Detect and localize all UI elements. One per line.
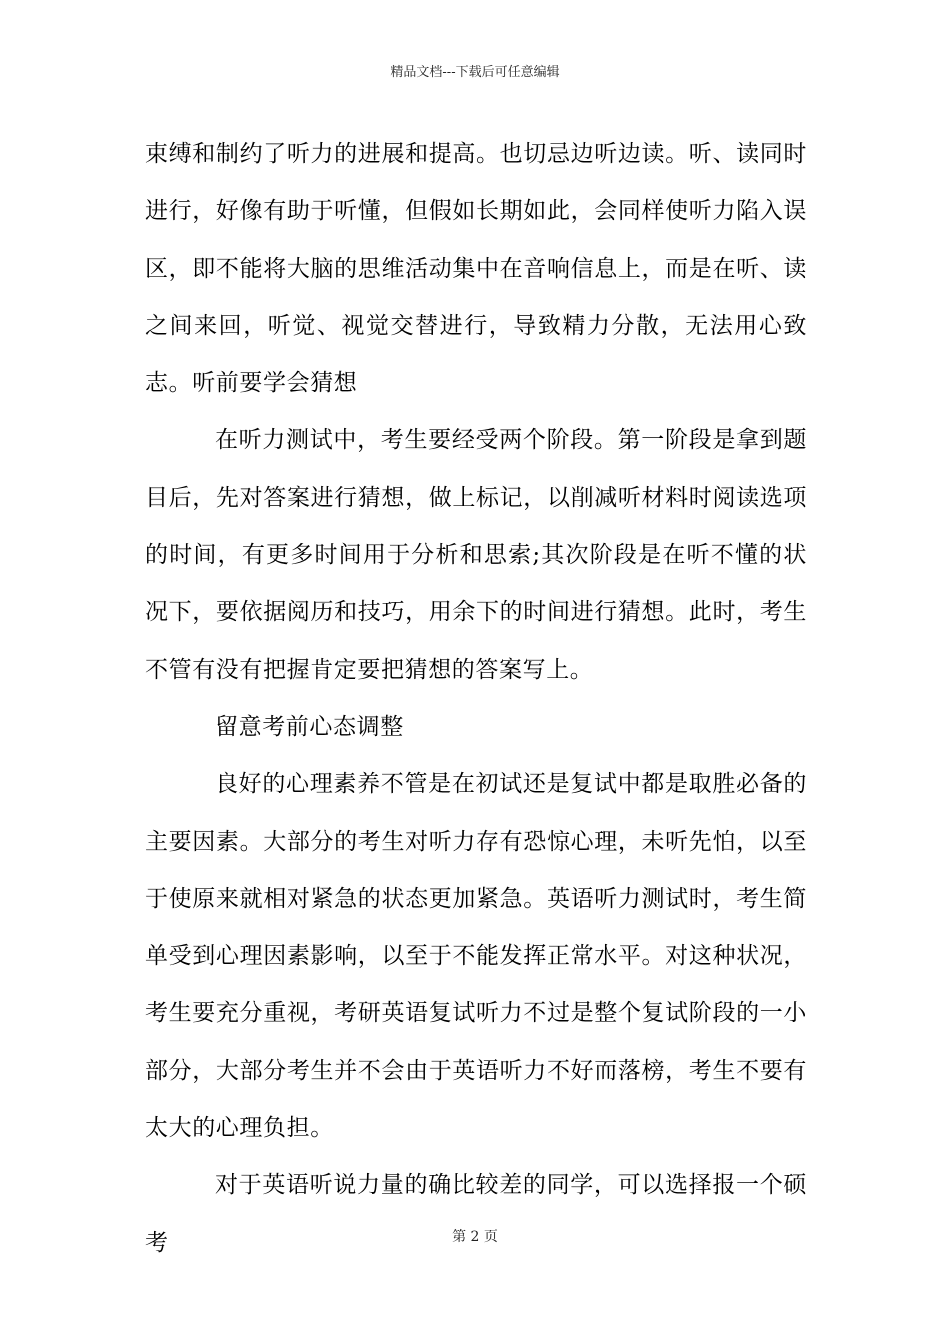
paragraph: 在听力测试中，考生要经受两个阶段。第一阶段是拿到题目后，先对答案进行猜想，做上标记，以削减听材料时阅读选项的时间，有更多时间用于分析和思索;其次阶段是在听不懂的状况下，要依据阅历和技巧，用余下的时间进行猜想。此时，考生不管有没有把握肯定要把猜想的答案写上。 xyxy=(145,427,807,683)
paragraph: 束缚和制约了听力的进展和提高。也切忌边听边读。听、读同时进行，好像有助于听懂，但假如长期如此，会同样使听力陷入误区，即不能将大脑的思维活动集中在音响信息上，而是在听、读之间来回，听觉、视觉交替进行，导致精力分散，无法用心致志。听前要学会猜想 xyxy=(145,141,807,397)
paragraph: 良好的心理素养不管是在初试还是复试中都是取胜必备的主要因素。大部分的考生对听力存有恐惊心理，未听先怕，以至于使原来就相对紧急的状态更加紧急。英语听力测试时，考生简单受到心理因素影响，以至于不能发挥正常水平。对这种状况，考生要充分重视，考研英语复试听力不过是整个复试阶段的一小部分，大部分考生并不会由于英语听力不好而落榜，考生不要有太大的心理负担。 xyxy=(145,771,807,1142)
page-header: 精品文档---下载后可任意编辑 xyxy=(390,65,560,80)
page-number: 第 2 页 xyxy=(452,1229,498,1245)
paragraph: 对于英语听说力量的确比较差的同学，可以选择报一个硕考 xyxy=(145,1172,807,1256)
document-body xyxy=(145,126,807,1272)
section-heading: 留意考前心态调整 xyxy=(215,713,404,740)
